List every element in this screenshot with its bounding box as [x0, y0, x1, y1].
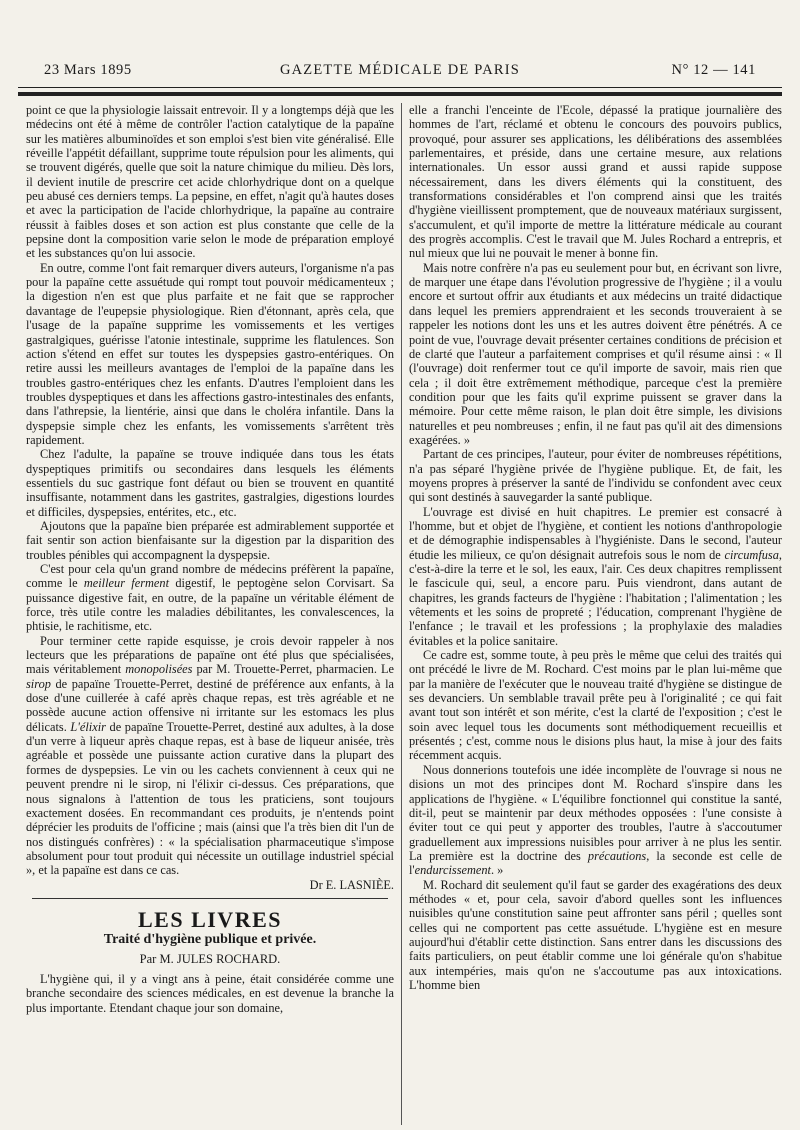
- text-run: par M. Trouette-Perret, pharmacien. Le: [192, 662, 394, 677]
- text-run: de papaïne Trouette-Perret, destiné de préférence aux enfants, à la dose d'une cuillerée à café après chaque repas, est très agréable et ne possède aucune action offensive ni irritante sur les estomacs les plus délicats.: [26, 676, 394, 734]
- issue-page-number: N° 12 — 141: [671, 62, 756, 78]
- italic-text: endurcissement: [414, 863, 491, 878]
- section-divider: [32, 898, 388, 899]
- text-run: . »: [491, 863, 504, 878]
- paragraph: Ce cadre est, somme toute, à peu près le même que celui des traités qui ont précédé le livre de M. Rochard. C'est moins par le plan lui-même que par la manière de l'exécuter que le nouveau traité d'hygiène se distingue de ses devanciers. Un semblable travail prête peu à l'originalité ; ce qui fait avant tout son intérêt et son mérite, c'est la clarté de l'exposition ; c'est le soin avec lequel tous les documents sont méthodiquement recueillis et présentés ; c'est, comme nous le disions plus haut, la mise à jour des faits récemment acquis.: [409, 648, 782, 763]
- italic-text: circumfusa: [724, 547, 779, 562]
- text-run: de papaïne Trouette-Perret, destiné aux adultes, à la dose d'un verre à liqueur après chaque repas, est à base de liqueur anisée, très agréable et possède une puissante action curative dans la plupart des formes de dyspepsies. Le vin ou les cachets conviennent à ceux qui ne peuvent prendre ni le sirop, ni l'élixir ci-dessus. Ces préparations, que nous signalons à l'attention de tous les praticiens, sont toujours exactement dosées. En recommandant ces produits, je n'entends point déprécier les produits de l'officine ; mais (ainsi que l'a très bien dit l'un de nos distingués confrères) : « la spécialisation pharmaceutique s'impose absolument pour tout produit qui nécessite un outillage industriel spécial », et la papaïne est dans ce cas.: [26, 719, 395, 878]
- italic-text: meilleur ferment: [83, 576, 170, 591]
- paragraph: Ajoutons que la papaïne bien préparée est admirablement supportée et fait sentir son action bienfaisante sur la digestion par la disparition des troubles pénibles qui accompagnent la dyspepsie.: [26, 518, 394, 562]
- text-run: L'ouvrage est divisé en huit chapitres. Le premier est consacré à l'homme, but et objet de l'hygiène, et contient les notions d'anthropologie et de démographie indispensables à l'hygiéniste. Dans le second, l'auteur étudie les milieux, ce qu'on désignait autrefois sous le nom de: [409, 504, 782, 562]
- left-column: [26, 103, 394, 1125]
- paragraph: [26, 634, 394, 878]
- text-run: Pour terminer cette rapide esquisse, je crois devoir rappeler à nos lecteurs que les préparations de papaïne ont été plus que spécialisées, mais véritablement: [26, 633, 394, 677]
- paragraph: [409, 505, 782, 648]
- issue-date: 23 Mars 1895: [44, 62, 132, 78]
- text-run: digestif, le peptogène selon Corvisart. Sa puissance digestive fait, en outre, de la papaïne un véritable élément de force, très utile contre les maladies débilitantes, les convalescences, la phtisie, le rachitisme, etc.: [26, 576, 395, 634]
- text-run: Nous donnerions toutefois une idée incomplète de l'ouvrage si nous ne disions un mot des principes dont M. Rochard s'inspire dans les applications de l'hygiène. « L'équilibre fonctionnel qui constitue la santé, dit-il, peut se maintenir par deux méthodes opposées : l'une consiste à éviter tout ce qui peut y apporter des troubles, l'autre à s'accoutumer graduellement aux impressions nuisibles pour arriver à ne plus les sentir. La première est la doctrine des: [409, 762, 782, 863]
- text-run: C'est pour cela qu'un grand nombre de médecins préfèrent la papaïne, comme le: [26, 562, 394, 591]
- right-column: [409, 103, 782, 1125]
- paragraph: Mais notre confrère n'a pas eu seulement pour but, en écrivant son livre, de marquer une étape dans l'évolution progressive de l'hygiène ; il a voulu encore et surtout offrir aux étudiants et aux médecins un traité didactique dans lequel les premiers apprendraient et les seconds trouveraient à se rappeler les notions dont les uns et les autres doivent être pénétrés. A ce point de vue, l'ouvrage devait présenter certaines conditions de précision et de clarté que l'auteur a parfaitement comprises et qu'il résume ainsi : « Il (l'ouvrage) doit renfermer tout ce qu'il importe de savoir, mais rien que cela ; il doit être extrêmement méthodique, parceque c'est la première condition pour que les faits qu'il exprime puissent se graver dans la mémoire. Pour cette même raison, le plan doit être simple, les divisions naturelles et peu nombreuses ; enfin, il ne faut pas qu'il ait des dimensions exagérées. »: [409, 260, 782, 447]
- paragraph: [26, 562, 394, 634]
- italic-text: monopolisées: [125, 662, 193, 677]
- italic-text: L'élixir: [70, 719, 106, 734]
- journal-title: GAZETTE MÉDICALE DE PARIS: [279, 62, 521, 78]
- header-rule-thin: [18, 87, 782, 88]
- paragraph: L'hygiène qui, il y a vingt ans à peine, était considérée comme une branche secondaire des sciences médicales, en est devenue la branche la plus importante. Etendant chaque jour son domaine,: [26, 971, 394, 1015]
- paragraph: M. Rochard dit seulement qu'il faut se garder des exagérations des deux méthodes « et, pour cela, savoir d'abord quelles sont les influences nuisibles qu'une constitution saine peut affronter sans péril ; quelles sont celles qui ne comportent pas cette assuétude. L'hygiène est en mesure aujourd'hui d'établir cette distinction. Sans entrer dans les discussions des faits particuliers, on peut établir comme une loi générale qu'on s'habitue aux intempéries, mais qu'on ne s'accoutume pas aux intoxications. L'homme bien: [409, 877, 782, 992]
- page-header: [44, 62, 756, 84]
- paragraph: En outre, comme l'ont fait remarquer divers auteurs, l'organisme n'a pas pour la papaïne cette assuétude qui rompt tout pouvoir médicamenteux ; la digestion n'en est que plus parfaite et ne fait que se rapprocher davantage de l'eupepsie physiologique. Rien d'étonnant, après cela, que l'usage de la papaïne supprime les vomissements et les vertiges gastralgiques, guérisse l'atonie intestinale, supprime les flatulences. Son action s'étend en effet sur toutes les dyspepsies gastro-entériques. On retire aussi les meilleurs avantages de l'emploi de la papaïne dans les troubles gastro-entériques chez les enfants. D'autres l'emploient dans les troubles dyspeptiques et dans les affections gastro-intestinales des enfants, dans l'athrepsie, la lientérie, ainsi que dans le choléra infantile. Dans la dyspepsie simple chez les enfants, les vomissements s'arrêtent très rapidement.: [26, 260, 395, 447]
- book-title: Traité d'hygiène publique et privée.: [103, 932, 317, 948]
- text-run: , c'est-à-dire la terre et le sol, les eaux, l'air. Ces deux chapitres remplissent le fascicule qui, seul, a encore paru. Puis viendront, dans autant de chapitres, les grands facteurs de l'hygiène : l'habitation ; l'alimentation ; les vêtements et les soins de propreté ; l'éducation, comprenant l'hygiène de l'enfance ; le travail et les professions ; la prophylaxie des maladies évitables et la police sanitaire.: [409, 547, 782, 648]
- paragraph: Partant de ces principes, l'auteur, pour éviter de nombreuses répétitions, n'a pas séparé l'hygiène privée de l'hygiène publique. Et, de fait, les moyens propres à préserver la santé de l'individu se confondent avec ceux qui sont destinés à sauvegarder la santé publique.: [409, 447, 782, 505]
- italic-text: précautions: [587, 848, 647, 863]
- italic-text: sirop: [26, 676, 51, 691]
- paragraph: [409, 763, 782, 878]
- paragraph: point ce que la physiologie laissait entrevoir. Il y a longtemps déjà que les médecins ont été à même de contrôler l'action catalytique de la papaïne sur les matières albuminoïdes et son emploi s'est bien vite généralisé. Elle réveille l'appétit défaillant, supprime toute répulsion pour les aliments, qui se trouvent digérés, quelle que soit la nature chimique du milieu. Dès lors, il devient inutile de prescrire cet acide chlorhydrique dont on a quelque peu abusé ces derniers temps. La pepsine, en effet, n'agit qu'à hautes doses et avec la participation de l'acide chlorhydrique, la papaïne au contraire réussit à faibles doses et son action est plus constante que celle de la pepsine dont la composition varie selon le mode de préparation employé et les substances qu'on lui associe.: [26, 103, 394, 261]
- paragraph: Chez l'adulte, la papaïne se trouve indiquée dans tous les états dyspeptiques primitifs ou secondaires dans lesquels les éléments essentiels du suc gastrique font défaut ou bien se trouvent en quantité insuffisante, notamment dans les gastrites, gastralgies, digestions lourdes et difficiles, dyspepsies, entérites, etc., etc.: [26, 447, 394, 519]
- book-author: Par M. JULES ROCHARD.: [139, 951, 281, 966]
- text-run: , la seconde est celle de l': [409, 848, 782, 878]
- header-rule-thick: [18, 92, 782, 96]
- section-heading: LES LIVRES: [137, 906, 282, 932]
- column-divider: [401, 103, 402, 1125]
- author-signature: Dr E. LASNIÈE.: [309, 877, 394, 892]
- paragraph: elle a franchi l'enceinte de l'Ecole, dépassé la pratique journalière des hommes de l'art, réclamé et obtenu le concours des pouvoirs publics, provoqué, pour assurer ses applications, les délibérations des assemblées parlementaires, et préside, dans une certaine mesure, aux relations internationales. Un essor aussi grand et aussi rapide suppose nécessairement, dans les divers éléments qui la constituent, des transformations considérables et l'on comprend ainsi que les traités d'hygiène vieillissent promptement, que de nouveaux matériaux surgissent, s'accumulent, et qu'il importe de mettre la littérature médicale au courant des progrès accomplis. C'est le travail que M. Jules Rochard a entrepris, et nul mieux que lui ne pouvait le mener à bonne fin.: [409, 103, 782, 261]
